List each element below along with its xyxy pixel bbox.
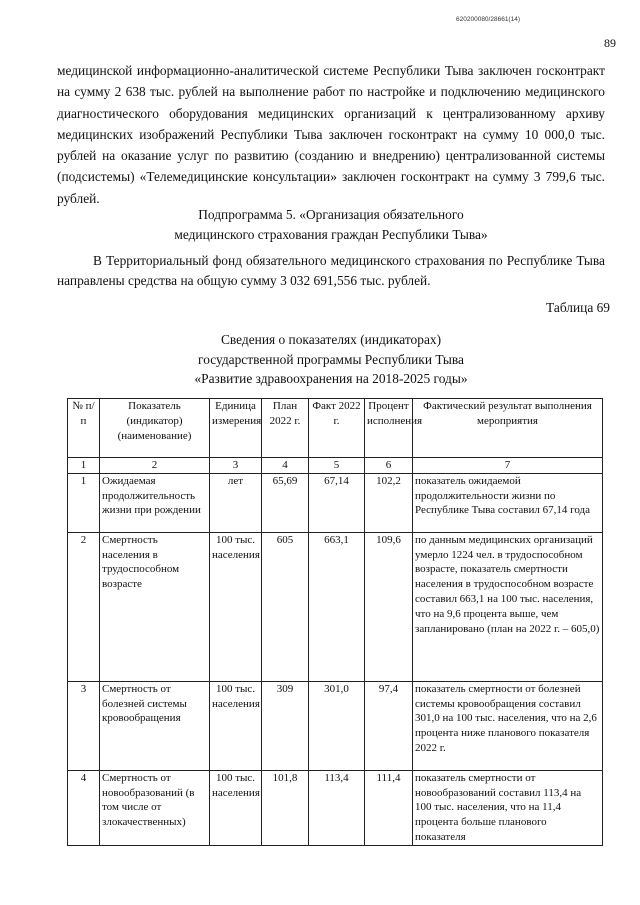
row-plan: 309 xyxy=(262,681,309,770)
col-number: 2 xyxy=(100,458,210,474)
row-fact: 113,4 xyxy=(309,770,365,845)
row-plan: 101,8 xyxy=(262,770,309,845)
header-fact: Факт 2022 г. xyxy=(309,399,365,458)
row-unit: 100 тыс. населения xyxy=(210,770,262,845)
row-percent: 102,2 xyxy=(365,473,413,532)
col-number: 4 xyxy=(262,458,309,474)
row-indicator: Смертность населения в трудоспособном возрасте xyxy=(100,532,210,681)
row-fact: 663,1 xyxy=(309,532,365,681)
row-indicator: Ожидаемая продолжительность жизни при рождении xyxy=(100,473,210,532)
column-number-row xyxy=(68,458,603,474)
row-num: 2 xyxy=(68,532,100,681)
row-num: 3 xyxy=(68,681,100,770)
row-num: 1 xyxy=(68,473,100,532)
row-plan: 65,69 xyxy=(262,473,309,532)
row-result: показатель смертности от болезней системы кровообращения составил 301,0 на 100 тыс. населения, что на 2,6 процента ниже планового показателя 2022 г. xyxy=(413,681,603,770)
table-row xyxy=(68,770,603,845)
header-percent: Процент исполнения xyxy=(365,399,413,458)
table-title-line-1: Сведения о показателях (индикаторах) xyxy=(220,332,442,347)
document-code: 620200080/28661(14) xyxy=(456,16,520,23)
header-num: № п/п xyxy=(68,399,100,458)
row-result: показатель смертности от новообразований составил 113,4 на 100 тыс. населения, что на 11,4 процента больше планового показателя xyxy=(413,770,603,845)
table-label: Таблица 69 xyxy=(546,300,610,315)
body-paragraph xyxy=(57,60,605,209)
subprogram-line-2: медицинского страхования граждан Республики Тыва» xyxy=(174,227,488,242)
row-percent: 97,4 xyxy=(365,681,413,770)
table-row xyxy=(68,681,603,770)
row-percent: 109,6 xyxy=(365,532,413,681)
col-number: 5 xyxy=(309,458,365,474)
header-indicator: Показатель (индикатор) (наименование) xyxy=(100,399,210,458)
table-header-row xyxy=(68,399,603,458)
paragraph-2: В Территориальный фонд обязательного медицинского страхования по Республике Тыва направлены средства на общую сумму 3 032 691,556 тыс. рублей. xyxy=(57,253,605,288)
header-result: Фактический результат выполнения мероприятия xyxy=(413,399,603,458)
table-title-line-2: государственной программы Республики Тыва xyxy=(198,351,464,367)
row-fact: 67,14 xyxy=(309,473,365,532)
table-title-line-3: «Развитие здравоохранения на 2018-2025 годы» xyxy=(194,371,468,386)
table-row xyxy=(68,473,603,532)
header-plan: План 2022 г. xyxy=(262,399,309,458)
header-unit: Единица измерения xyxy=(210,399,262,458)
row-result: по данным медицинских организаций умерло 1224 чел. в трудоспособном возрасте, показатель смертности населения в трудоспособном возрасте составил 663,1 на 100 тыс. населения, что на 9,6 процента выше, чем запланировано (план на 2022 г. – 605,0) xyxy=(413,532,603,681)
row-fact: 301,0 xyxy=(309,681,365,770)
row-indicator: Смертность от новообразований (в том числе от злокачественных) xyxy=(100,770,210,845)
row-unit: 100 тыс. населения xyxy=(210,681,262,770)
row-plan: 605 xyxy=(262,532,309,681)
table-row xyxy=(68,532,603,681)
row-result: показатель ожидаемой продолжительности жизни по Республике Тыва составил 67,14 года xyxy=(413,473,603,532)
col-number: 3 xyxy=(210,458,262,474)
col-number: 7 xyxy=(413,458,603,474)
table-title xyxy=(57,330,605,389)
row-unit: 100 тыс. населения xyxy=(210,532,262,681)
col-number: 6 xyxy=(365,458,413,474)
row-indicator: Смертность от болезней системы кровообращения xyxy=(100,681,210,770)
page-number: 89 xyxy=(604,36,616,50)
indicators-table xyxy=(67,398,603,846)
paragraph-1: медицинской информационно-аналитической системе Республики Тыва заключен госконтракт на сумму 2 638 тыс. рублей на выполнение работ по настройке и подключению медицинского диагностического оборудования медицинских организаций к централизованному архиву медицинских изображений Республики Тыва заключен госконтракт на сумму 10 000,0 тыс. рублей на оказание услуг по развитию (созданию и внедрению) централизованной системы (подсистемы) «Телемедицинские консультации» заключен госконтракт на сумму 3 799,6 тыс. рублей. xyxy=(57,63,605,206)
subprogram-line-1: Подпрограмма 5. «Организация обязательного xyxy=(198,207,464,222)
row-percent: 111,4 xyxy=(365,770,413,845)
row-unit: лет xyxy=(210,473,262,532)
subprogram-heading xyxy=(57,205,605,245)
row-num: 4 xyxy=(68,770,100,845)
col-number: 1 xyxy=(68,458,100,474)
